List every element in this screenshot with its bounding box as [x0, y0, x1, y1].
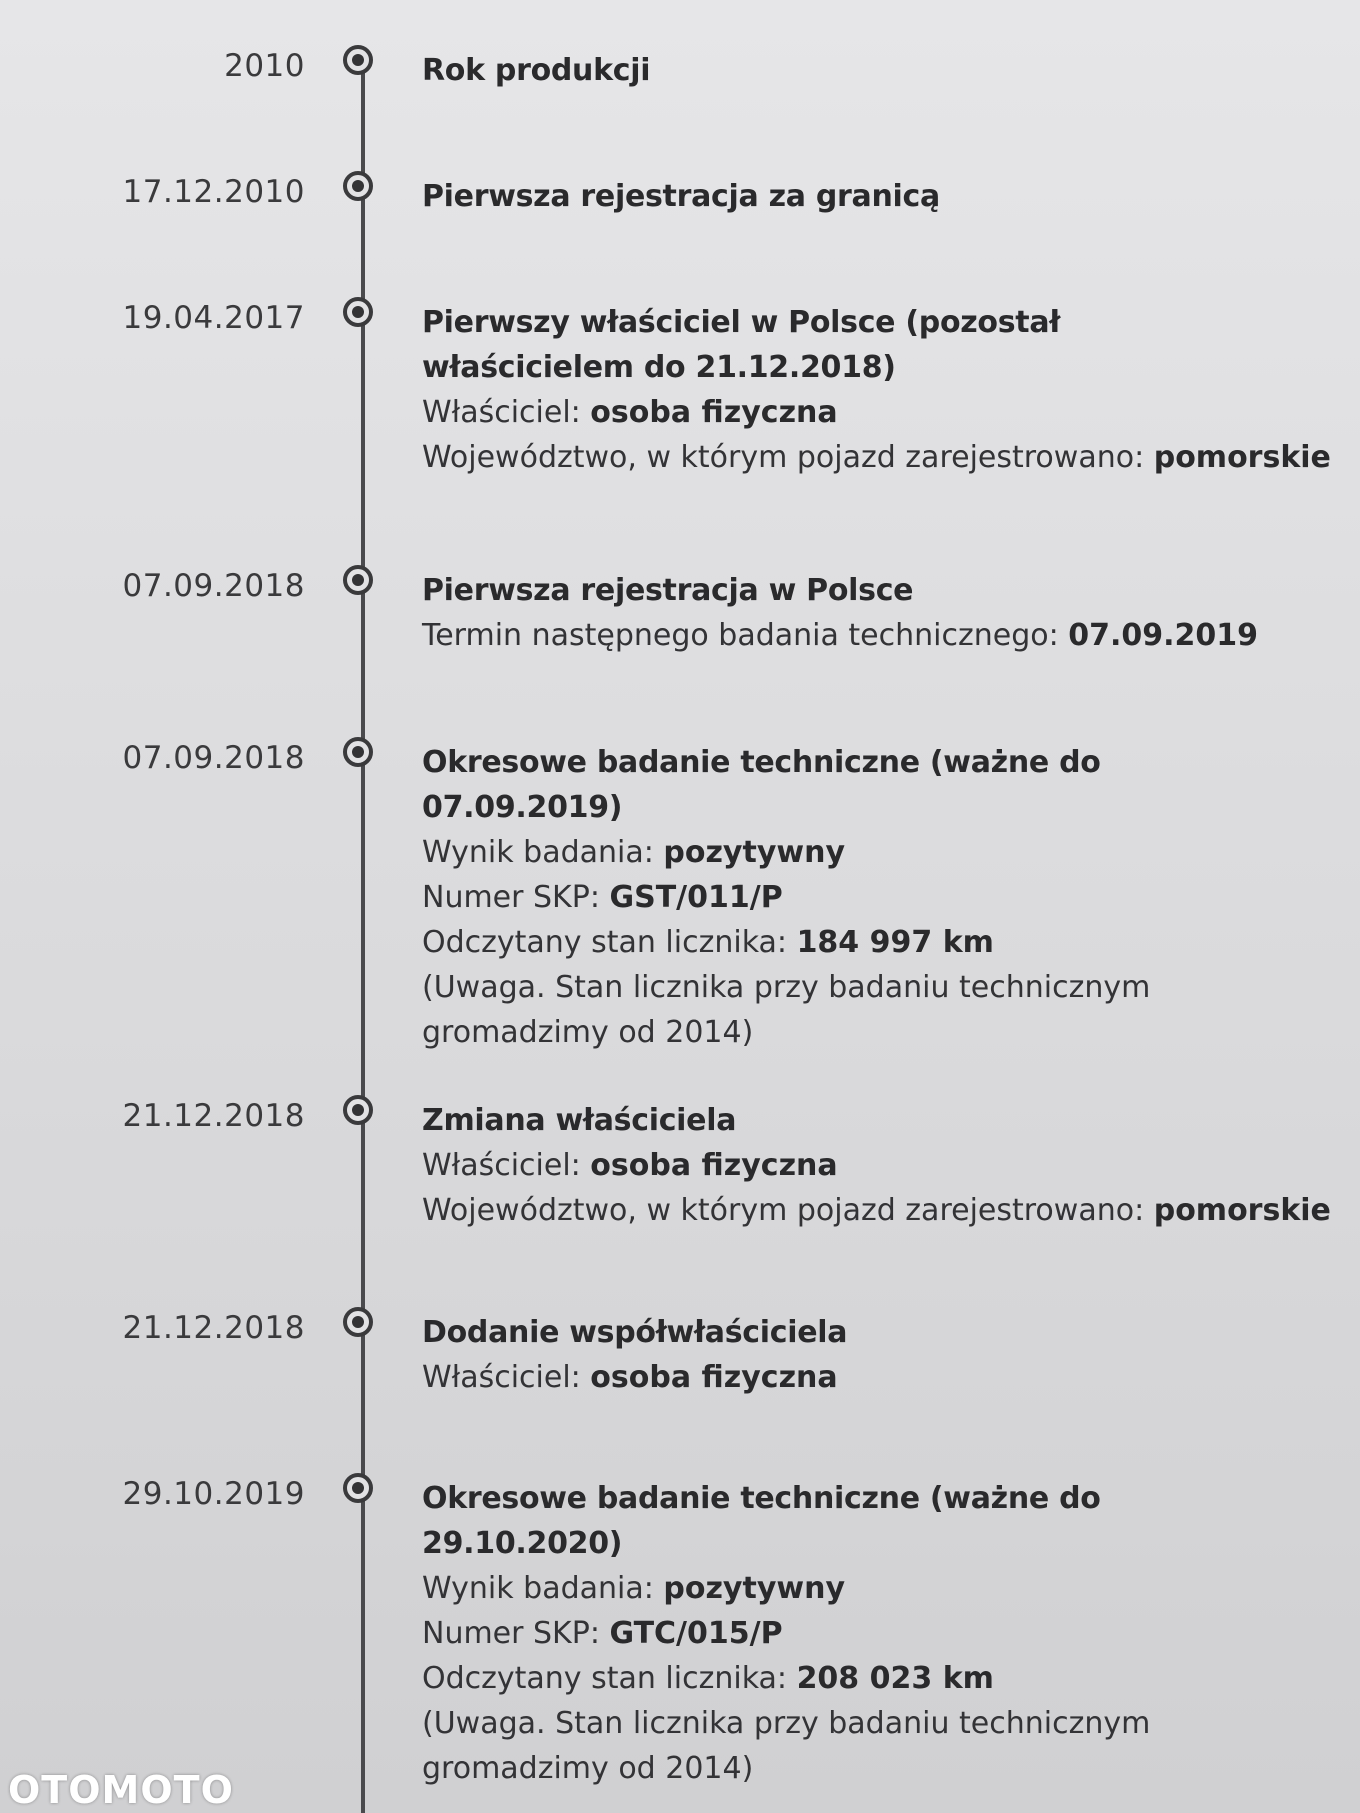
event-body [422, 48, 1302, 93]
detail-label: Właściciel: [422, 395, 591, 430]
timeline-dot-icon [343, 1095, 373, 1125]
event-title: Okresowe badanie techniczne (ważne do 07.09.2019) [422, 745, 1101, 825]
event-detail-line [422, 1355, 1302, 1400]
event-note-line [422, 965, 1302, 1055]
event-date: 29.10.2019 [122, 1476, 305, 1512]
detail-label: (Uwaga. Stan licznika przy badaniu technicznym gromadzimy od 2014) [422, 1706, 1151, 1786]
event-title: Pierwszy właściciel w Polsce (pozostał właścicielem do 21.12.2018) [422, 305, 1061, 385]
event-detail-line [422, 830, 1302, 875]
detail-label: Województwo, w którym pojazd zarejestrowano: [422, 440, 1154, 475]
event-detail-line [422, 390, 1302, 435]
event-body [422, 1098, 1331, 1233]
detail-value: osoba fizyczna [590, 1360, 838, 1395]
event-body [422, 1476, 1302, 1791]
event-body [422, 174, 1302, 219]
detail-value: pomorskie [1153, 1193, 1331, 1228]
otomoto-watermark: OTOMOTO [8, 1768, 234, 1812]
event-note-line [422, 1701, 1302, 1791]
detail-value: osoba fizyczna [590, 1148, 838, 1183]
detail-value: 07.09.2019 [1068, 618, 1259, 653]
timeline-dot-icon [343, 171, 373, 201]
event-detail-line [422, 920, 1302, 965]
detail-label: (Uwaga. Stan licznika przy badaniu technicznym gromadzimy od 2014) [422, 970, 1151, 1050]
detail-value: pomorskie [1153, 440, 1331, 475]
detail-label: Właściciel: [422, 1360, 591, 1395]
event-title: Zmiana właściciela [422, 1103, 737, 1138]
detail-label: Numer SKP: [422, 880, 610, 915]
detail-value: GTC/015/P [609, 1616, 783, 1651]
detail-value: osoba fizyczna [590, 395, 838, 430]
event-date: 17.12.2010 [122, 174, 305, 210]
timeline-dot-icon [343, 737, 373, 767]
event-date: 2010 [224, 48, 305, 84]
event-date: 21.12.2018 [122, 1310, 305, 1346]
event-title: Pierwsza rejestracja za granicą [422, 179, 940, 214]
event-body [422, 568, 1302, 658]
timeline-dot-icon [343, 297, 373, 327]
detail-label: Odczytany stan licznika: [422, 925, 797, 960]
detail-label: Wynik badania: [422, 835, 664, 870]
detail-label: Właściciel: [422, 1148, 591, 1183]
event-title: Dodanie współwłaściciela [422, 1315, 848, 1350]
event-detail-line [422, 875, 1302, 920]
event-detail-line [422, 1656, 1302, 1701]
event-title: Okresowe badanie techniczne (ważne do 29.10.2020) [422, 1481, 1101, 1561]
event-date: 07.09.2018 [122, 740, 305, 776]
event-body [422, 300, 1331, 480]
event-body [422, 740, 1302, 1055]
detail-value: 184 997 km [796, 925, 994, 960]
detail-label: Odczytany stan licznika: [422, 1661, 797, 1696]
event-detail-line [422, 613, 1302, 658]
event-date: 21.12.2018 [122, 1098, 305, 1134]
event-detail-line [422, 435, 1331, 480]
detail-value: pozytywny [663, 1571, 846, 1606]
detail-label: Województwo, w którym pojazd zarejestrowano: [422, 1193, 1154, 1228]
detail-value: 208 023 km [796, 1661, 994, 1696]
detail-value: pozytywny [663, 835, 846, 870]
event-body [422, 1310, 1302, 1400]
detail-label: Numer SKP: [422, 1616, 610, 1651]
event-title: Rok produkcji [422, 53, 651, 88]
timeline-dot-icon [343, 1307, 373, 1337]
event-date: 07.09.2018 [122, 568, 305, 604]
event-detail-line [422, 1143, 1302, 1188]
timeline-dot-icon [343, 565, 373, 595]
event-detail-line [422, 1611, 1302, 1656]
detail-value: GST/011/P [609, 880, 783, 915]
detail-label: Termin następnego badania technicznego: [422, 618, 1069, 653]
event-detail-line [422, 1566, 1302, 1611]
event-title: Pierwsza rejestracja w Polsce [422, 573, 914, 608]
detail-label: Wynik badania: [422, 1571, 664, 1606]
timeline-dot-icon [343, 1473, 373, 1503]
event-detail-line [422, 1188, 1331, 1233]
event-date: 19.04.2017 [122, 300, 305, 336]
timeline-dot-icon [343, 45, 373, 75]
